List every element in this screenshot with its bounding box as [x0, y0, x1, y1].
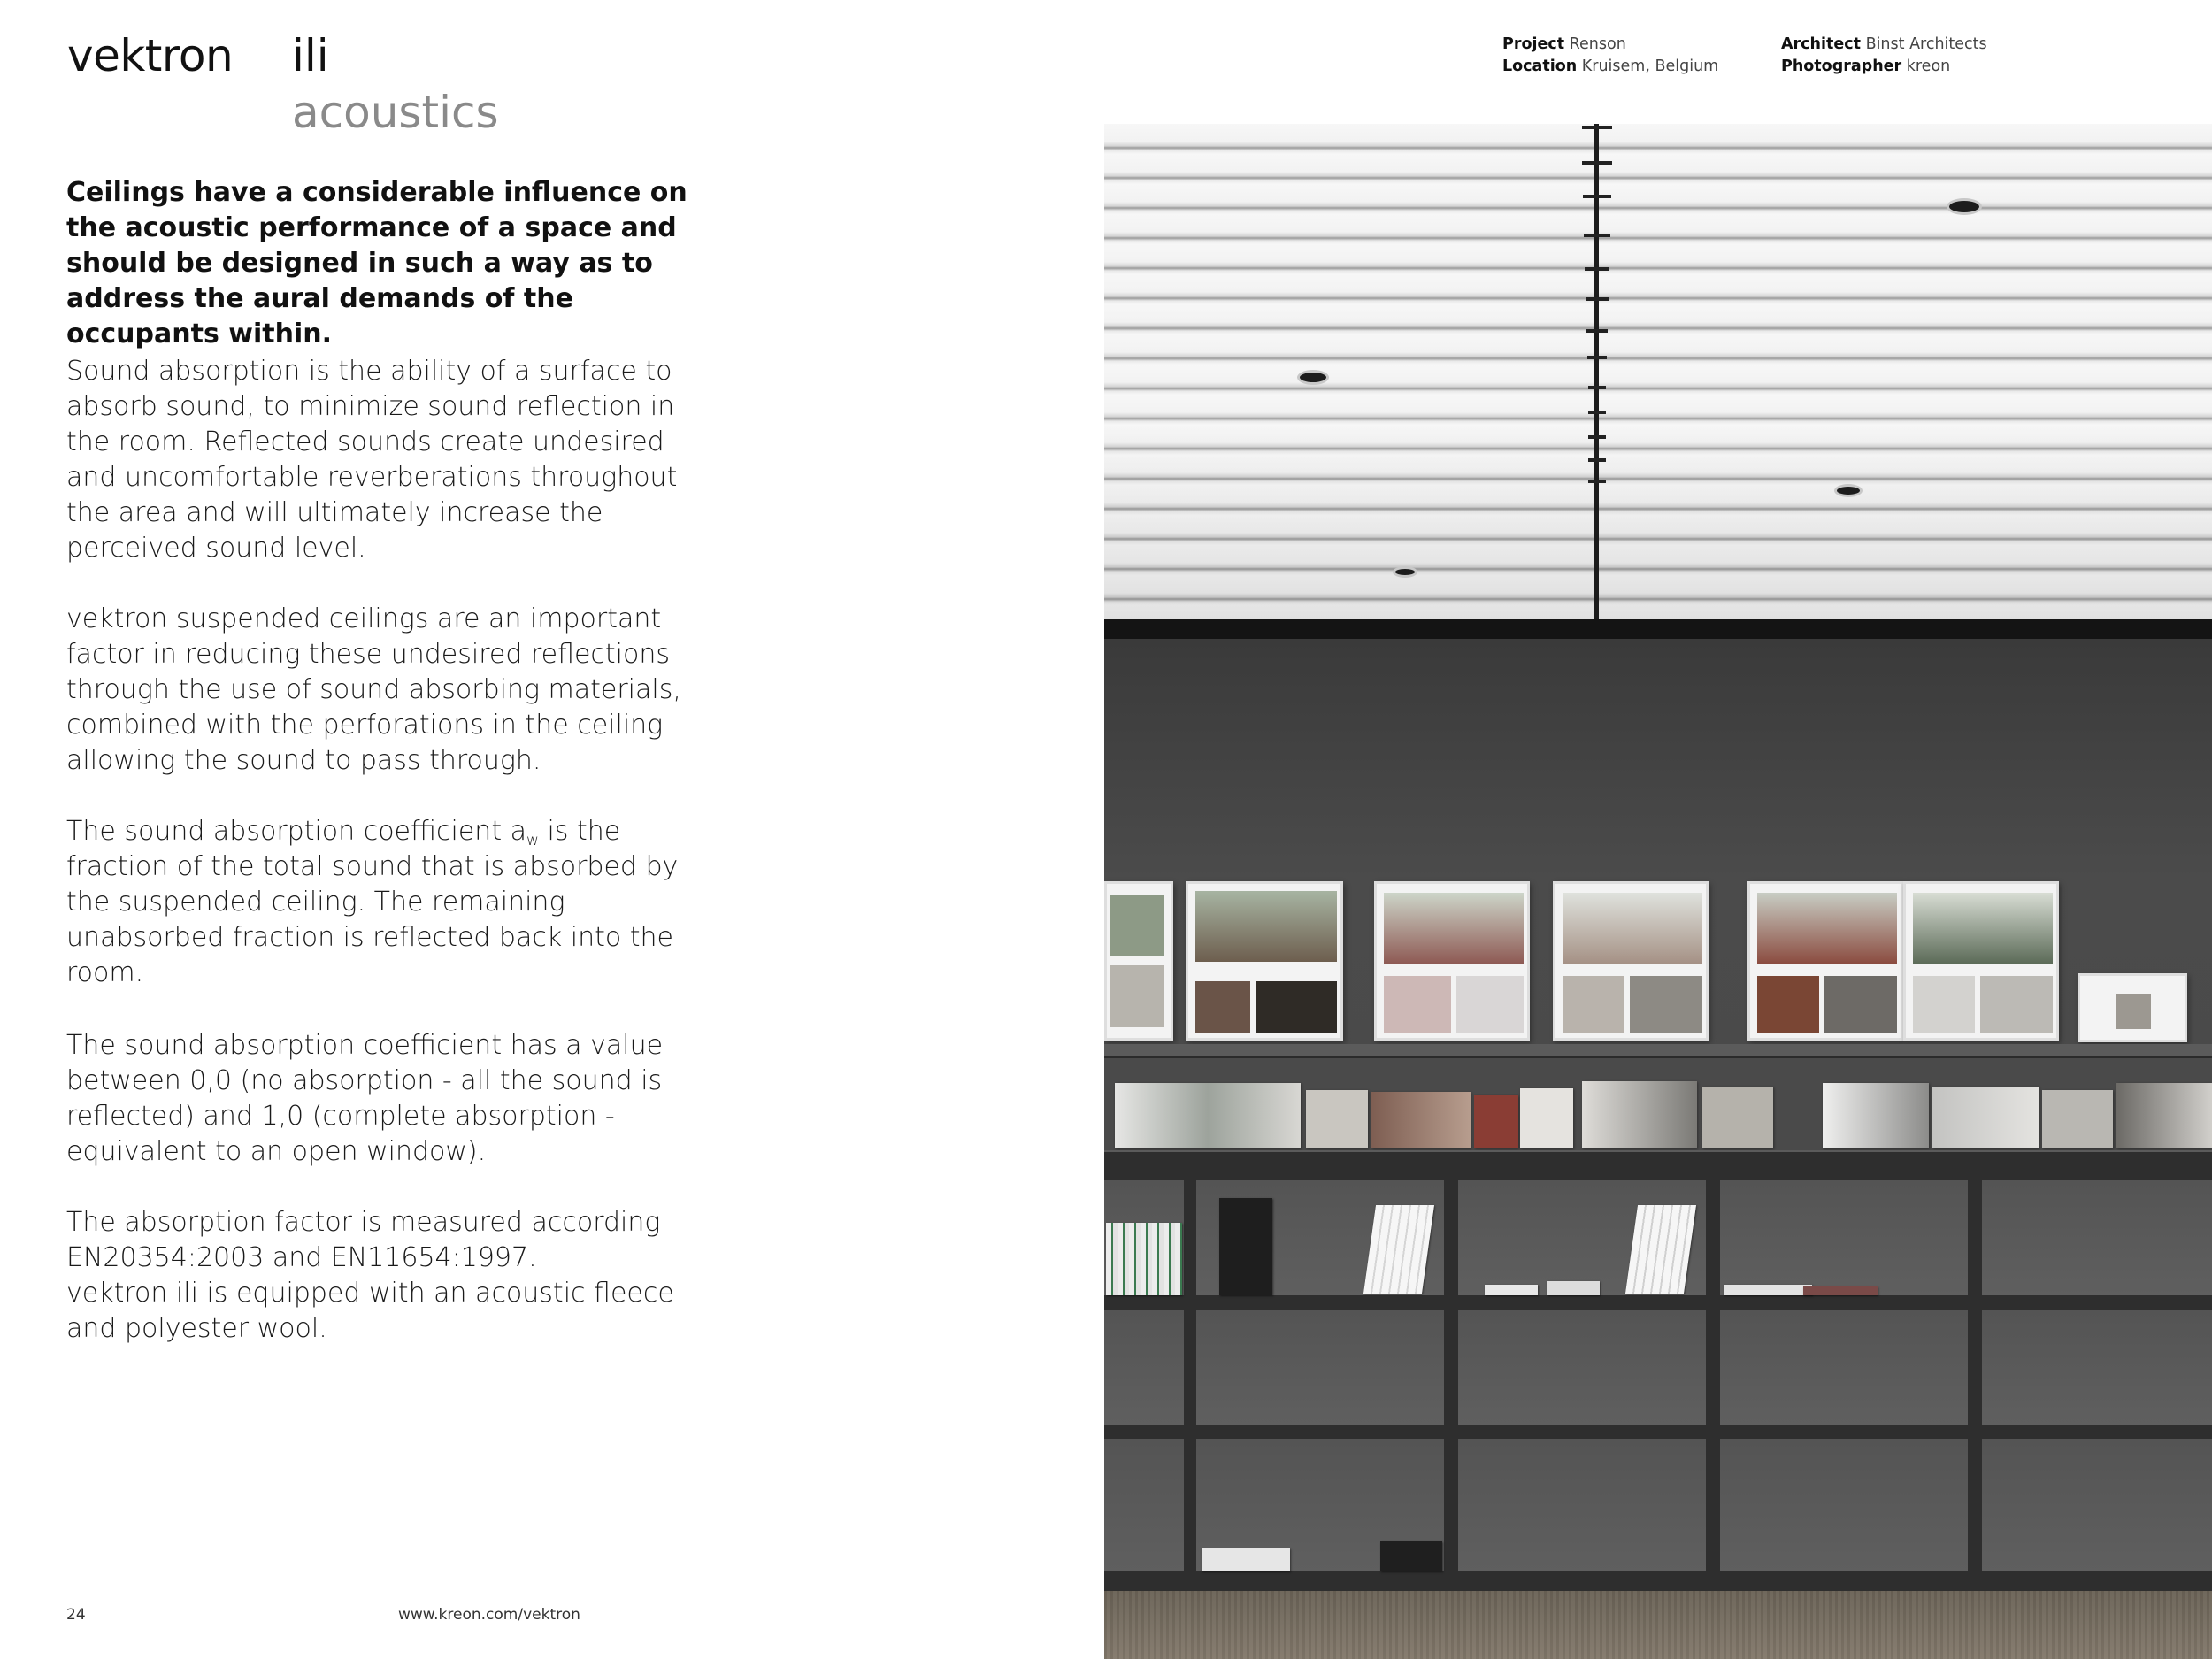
board-photo [1824, 976, 1897, 1033]
downlight [1947, 198, 1982, 215]
shelf-cell [1720, 1180, 1968, 1295]
credit-photographer [1781, 56, 1987, 78]
ceiling-shade [1104, 124, 2212, 619]
photographer-label: Photographer [1781, 58, 1902, 75]
board-photo [1913, 976, 1975, 1033]
track-hanger [1583, 195, 1611, 198]
board-photo [1563, 893, 1702, 964]
board-photo [1757, 976, 1819, 1033]
track-hanger [1585, 267, 1609, 271]
intro-paragraph: Ceilings have a considerable influence on the acoustic performance of a space and should be designed in such a way as to address the aural demands of the occupants within. [66, 177, 687, 349]
board-photo [1757, 893, 1897, 964]
coefficient-subscript: w [526, 832, 539, 849]
downlight [1297, 370, 1329, 385]
board-photo [1384, 893, 1524, 964]
standards-line: The absorption factor is measured according EN20354:2003 and EN11654:1997. [66, 1207, 661, 1273]
flat-book [1803, 1286, 1878, 1295]
track-hanger [1584, 234, 1610, 237]
shelf-cell [1982, 1310, 2212, 1425]
magazine [1115, 1083, 1301, 1148]
architect-value: Binst Architects [1865, 35, 1987, 53]
magazine [1306, 1090, 1368, 1148]
architect-label: Architect [1781, 35, 1861, 53]
shelf-cell [1982, 1439, 2212, 1571]
track-hanger [1586, 297, 1609, 301]
magazine [1582, 1081, 1697, 1148]
board-photo [1384, 976, 1451, 1033]
photographer-value: kreon [1906, 58, 1951, 75]
credit-project [1502, 34, 1718, 56]
project-value: Renson [1569, 35, 1626, 53]
paragraph-vektron-ceilings: vektron suspended ceilings are an important factor in reducing these undesired reflections through the use of sound absorbing materials, combined with the perforations in the ceiling allowing the sound to pass through. [66, 603, 681, 776]
section-title: acoustics [292, 87, 499, 138]
board-photo [1913, 893, 2053, 964]
project-label: Project [1502, 35, 1565, 53]
shelf-cell [1458, 1310, 1706, 1425]
board-photo [1630, 976, 1702, 1033]
track-hanger [1588, 411, 1606, 414]
magazine [1932, 1087, 2039, 1148]
track-hanger [1586, 329, 1608, 333]
interior-photo [1104, 124, 2212, 1659]
flat-book [1724, 1285, 1812, 1295]
flat-book [1547, 1281, 1600, 1295]
ceiling-track [1594, 124, 1599, 624]
credit-location [1502, 56, 1718, 78]
track-hanger [1588, 435, 1606, 439]
board-photo [1256, 981, 1337, 1033]
coefficient-text-start: The sound absorption coefficient a [66, 816, 527, 847]
shelf-cell [1720, 1439, 1968, 1571]
display-board [1104, 881, 1173, 1041]
upper-ledge [1104, 1044, 2212, 1058]
track-hanger [1582, 161, 1612, 165]
display-board [1903, 881, 2059, 1041]
track-hanger [1587, 356, 1607, 359]
shelf-cell [1104, 1310, 1184, 1425]
track-hanger [1588, 480, 1606, 483]
ceiling-recess [1104, 619, 2212, 639]
flat-book [1380, 1541, 1442, 1571]
track-hanger [1588, 458, 1606, 462]
paragraph-coefficient-range: The sound absorption coefficient has a value between 0,0 (no absorption - all the sound is reflected) and 1,0 (complete absorption - equivalent to an open window). [66, 1030, 664, 1167]
book-stack [1625, 1205, 1696, 1294]
coefficient-text-end: is the fraction of the total sound that is absorbed by the suspended ceiling. The remaining unabsorbed fraction is reflected back into the room. [66, 816, 679, 988]
shelf-cell [1720, 1310, 1968, 1425]
display-board [1186, 881, 1343, 1041]
shelf-cell [1104, 1439, 1184, 1571]
board-photo [1980, 976, 2053, 1033]
bookcase [1104, 1152, 2212, 1591]
magazine [1702, 1087, 1773, 1148]
display-board [2078, 973, 2187, 1042]
shelf-cell [1196, 1310, 1444, 1425]
location-value: Kruisem, Belgium [1581, 58, 1719, 75]
display-board [1374, 881, 1530, 1041]
magazine [1823, 1083, 1929, 1148]
location-label: Location [1502, 58, 1578, 75]
fleece-line: vektron ili is equipped with an acoustic fleece and polyester wool. [66, 1278, 674, 1344]
flat-book [1202, 1548, 1290, 1571]
book-stack [1363, 1205, 1434, 1294]
magazine [1371, 1092, 1471, 1148]
magazine [1520, 1088, 1573, 1148]
board-photo [1195, 981, 1250, 1033]
magazine [2042, 1090, 2113, 1148]
flat-book [1485, 1285, 1538, 1295]
magazine-row [1104, 1079, 2212, 1148]
board-photo [1195, 891, 1337, 962]
display-board [1553, 881, 1709, 1041]
paragraph-absorption-coefficient [66, 814, 721, 991]
board-photo [1563, 976, 1624, 1033]
board-photo [1110, 895, 1164, 956]
footer-url[interactable]: www.kreon.com/vektron [398, 1606, 580, 1624]
brand-title: vektron [67, 30, 234, 81]
credits-column-left [1502, 34, 1718, 78]
magazine [2116, 1083, 2212, 1148]
board-photo [1110, 965, 1164, 1027]
board-photo [1456, 976, 1524, 1033]
magazine [1474, 1095, 1518, 1148]
product-title: ili [292, 30, 329, 81]
track-hanger [1588, 386, 1606, 389]
downlight [1393, 566, 1417, 578]
credits-column-right [1781, 34, 1987, 78]
shelf-cell [1458, 1439, 1706, 1571]
book-stack [1106, 1223, 1182, 1295]
paragraph-sound-absorption: Sound absorption is the ability of a surface to absorb sound, to minimize sound reflection in the room. Reflected sounds create undesired and uncomfortable reverberations throughout the area and will ultimately increase the perceived sound level. [66, 356, 678, 564]
board-photo [2116, 994, 2151, 1029]
page-number: 24 [66, 1606, 86, 1624]
track-hanger [1582, 126, 1612, 129]
shelf-cell [1982, 1180, 2212, 1295]
credit-architect [1781, 34, 1987, 56]
display-board [1747, 881, 1903, 1041]
carpet-floor [1104, 1591, 2212, 1659]
paragraph-standards [66, 1205, 721, 1347]
book-box [1219, 1198, 1272, 1295]
downlight [1834, 484, 1863, 497]
